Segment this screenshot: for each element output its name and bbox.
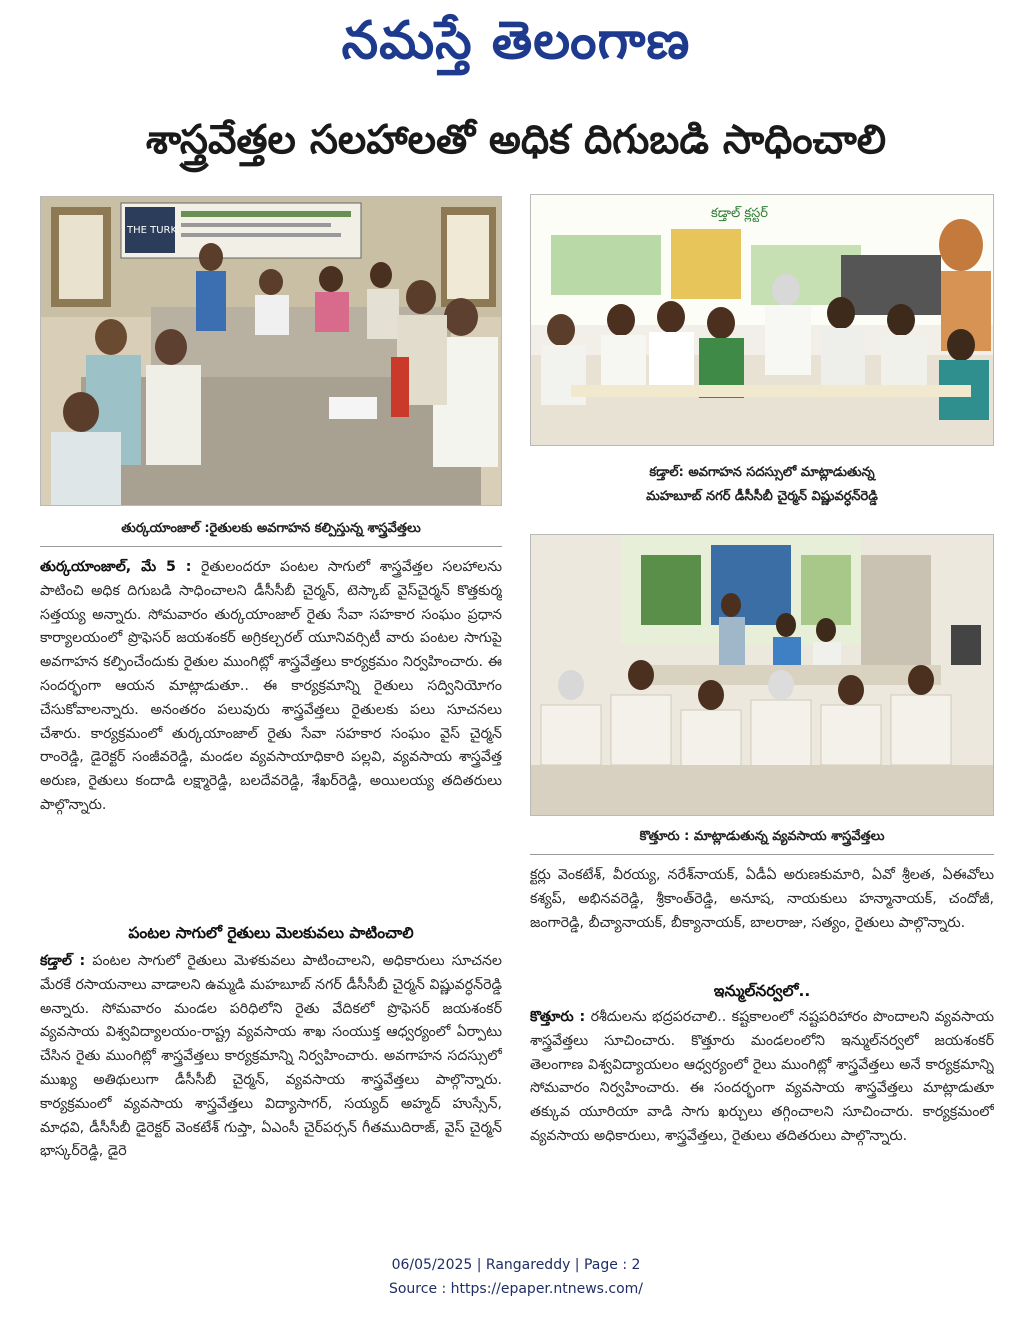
caption-kothur: కొత్తూరు : మాట్లాడుతున్న వ్యవసాయ శాస్త్రవేత్తలు	[639, 829, 885, 844]
subhead-kadthal: పంటల సాగులో రైతులు మెలకువలు పాటించాలి	[128, 924, 414, 942]
article-left-column-para2	[40, 950, 502, 1222]
dateline-kothur: కొత్తూరు :	[530, 1009, 586, 1025]
paragraph-kadthal: పంటల సాగులో రైతులు మెళకువలు పాటించాలని, అధికారులు సూచనల మేరకే రసాయనాలు వాడాలని ఉమ్మడి మహబూబ్ నగర్ డీసీసీబీ చైర్మన్ విష్ణువర్ధన్‌రెడ్డి అన్నారు. సోమవారం మండల పరిధిలోని రైతు వేదికలో ప్రొఫెసర్ జయశంకర్ వ్యవసాయ విశ్వవిద్యాలయం-రాష్ట్ర వ్యవసాయ శాఖ సంయుక్త ఆధ్వర్యంలో ఏర్పాటు చేసిన రైతు ముంగిట్లో శాస్త్రవేత్తలు కార్యక్రమాన్ని నిర్వహించారు. అవగాహన సదస్సులో ముఖ్య అతిథులుగా డీసీసీబీ చైర్మన్, వ్యవసాయ శాస్త్రవేత్తలు పాల్గొన్నారు. కార్యక్రమంలో వ్యవసాయ శాస్త్రవేత్తలు విద్యాసాగర్, సయ్యద్ అహ్మద్ హుస్సేన్, మాధవి, డీసీసీబీ డైరెక్టర్ వెంకటేశ్ గుప్తా, ఏఎంసీ చైర్‌పర్సన్ గీతముదిరాజ్, వైస్ చైర్మన్ భాస్కర్‌రెడ్డి, డైరె	[40, 953, 502, 1160]
photo-turkayamjal-meeting	[40, 196, 502, 506]
article-headline: శాస్త్రవేత్తల సలహాలతో అధిక దిగుబడి సాధించాలి	[145, 117, 887, 163]
divider-left-caption	[40, 546, 502, 547]
article-left-column-para1	[40, 556, 502, 916]
caption-kadthal-line1: కడ్తాల్: అవగాహన సదస్సులో మాట్లాడుతున్న	[649, 465, 875, 480]
paragraph-turkayamjal: రైతులందరూ పంటల సాగులో శాస్త్రవేత్తల సలహాలను పాటించి అధిక దిగుబడి సాధించాలని డీసీసీబీ చైర్మన్, టెస్కాబ్ వైస్‌చైర్మన్ కొత్తకుర్మ సత్తయ్య అన్నారు. సోమవారం తుర్కయాంజాల్ రైతు సేవా సహకార సంఘం ప్రధాన కార్యాలయంలో ప్రొఫెసర్ జయశంకర్ అగ్రికల్చరల్ యూనివర్సిటీ వారు పంటల సాగుపై అవగాహన కల్పించేందుకు రైతుల ముంగిట్లో శాస్త్రవేత్తలు కార్యక్రమం నిర్వహించారు. ఈ సందర్భంగా ఆయన మాట్లాడుతూ.. ఈ కార్యక్రమాన్ని రైతులు సద్వినియోగం చేసుకోవాలన్నారు. అనంతరం పలువురు శాస్త్రవేత్తలు రైతులకు పలు సూచనలు చేశారు. కార్యక్రమంలో తుర్కయాంజాల్ రైతు సేవా సహకార సంఘం వైస్ చైర్మన్ రాంరెడ్డి, డైరెక్టర్ సంజీవరెడ్డి, మండల వ్యవసాయాధికారి పల్లవి, వ్యవసాయ శాస్త్రవేత్త అరుణ, రైతులు కందాడి లక్ష్మారెడ్డి, బలదేవరెడ్డి, శేఖర్‌రెడ్డి, అయిలయ్య తదితరులు పాల్గొన్నారు.	[40, 559, 502, 813]
divider-right-caption	[530, 854, 994, 855]
footer-edition-info: 06/05/2025 | Rangareddy | Page : 2	[391, 1257, 641, 1273]
banner-text: THE TURK	[127, 225, 178, 236]
caption-turkayamjal: తుర్కయాంజాల్ :రైతులకు అవగాహన కల్పిస్తున్న శాస్త్రవేత్తలు	[121, 521, 421, 536]
photo-kadthal-meeting	[530, 194, 994, 446]
article-right-column-cont	[530, 864, 994, 976]
dateline-turkayamjal: తుర్కయాంజాల్, మే 5 :	[40, 559, 192, 575]
dateline-kadthal: కడ్తాల్ :	[40, 953, 86, 969]
paragraph-kothur: రశీదులను భద్రపరచాలి.. కష్టకాలంలో నష్టపరిహారం పొందాలని వ్యవసాయ శాస్త్రవేత్తలు సూచించారు. కొత్తూరు మండలంలోని ఇన్ముల్‌నర్వలో జయశంకర్ తెలంగాణ విశ్వవిద్యాయలం ఆధ్వర్యంలో రైలు ముంగిట్లో శాస్త్రవేత్తలు అనే కార్యక్రమాన్ని సోమవారం నిర్వహించారు. ఈ సందర్భంగా వ్యవసాయ శాస్త్రవేత్తలు మాట్లాడుతూ తక్కువ యూరియా వాడి సాగు ఖర్చులు తగ్గించాలని సూచించారు. కార్యక్రమంలో వ్యవసాయ అధికారులు, శాస్త్రవేత్తలు, రైతులు తదితరులు పాల్గొన్నారు.	[530, 1009, 994, 1144]
paragraph-kadthal-continued: క్టర్లు వెంకటేశ్, వీరయ్య, నరేశ్‌నాయక్, ఏడీఏ అరుణకుమారి, ఏవో శ్రీలత, ఏఈవోలు కశ్యప్, అభినవరెడ్డి, శ్రీకాంత్‌రెడ్డి, అనూష, నాయకులు హన్మానాయక్, చందోజీ, జంగారెడ్డి, బీచ్యానాయక్, బీక్యానాయక్, బాలరాజు, సత్యం, రైతులు పాల్గొన్నారు.	[530, 867, 994, 931]
article-right-column-para3	[530, 1006, 994, 1224]
photo-kothur-meeting	[530, 534, 994, 816]
caption-kadthal-line2: మహబూబ్ నగర్ డీసీసీబీ చైర్మన్ విష్ణువర్ధన్‌రెడ్డి	[646, 489, 878, 504]
subhead-inmulnarva: ఇన్ముల్‌నర్వలో..	[713, 982, 811, 1000]
banner-cluster-text: కడ్తాల్ క్లస్టర్	[711, 206, 769, 221]
footer-source-link[interactable]: Source : https://epaper.ntnews.com/	[388, 1281, 644, 1297]
newspaper-masthead: నమస్తే తెలంగాణ	[341, 11, 691, 71]
